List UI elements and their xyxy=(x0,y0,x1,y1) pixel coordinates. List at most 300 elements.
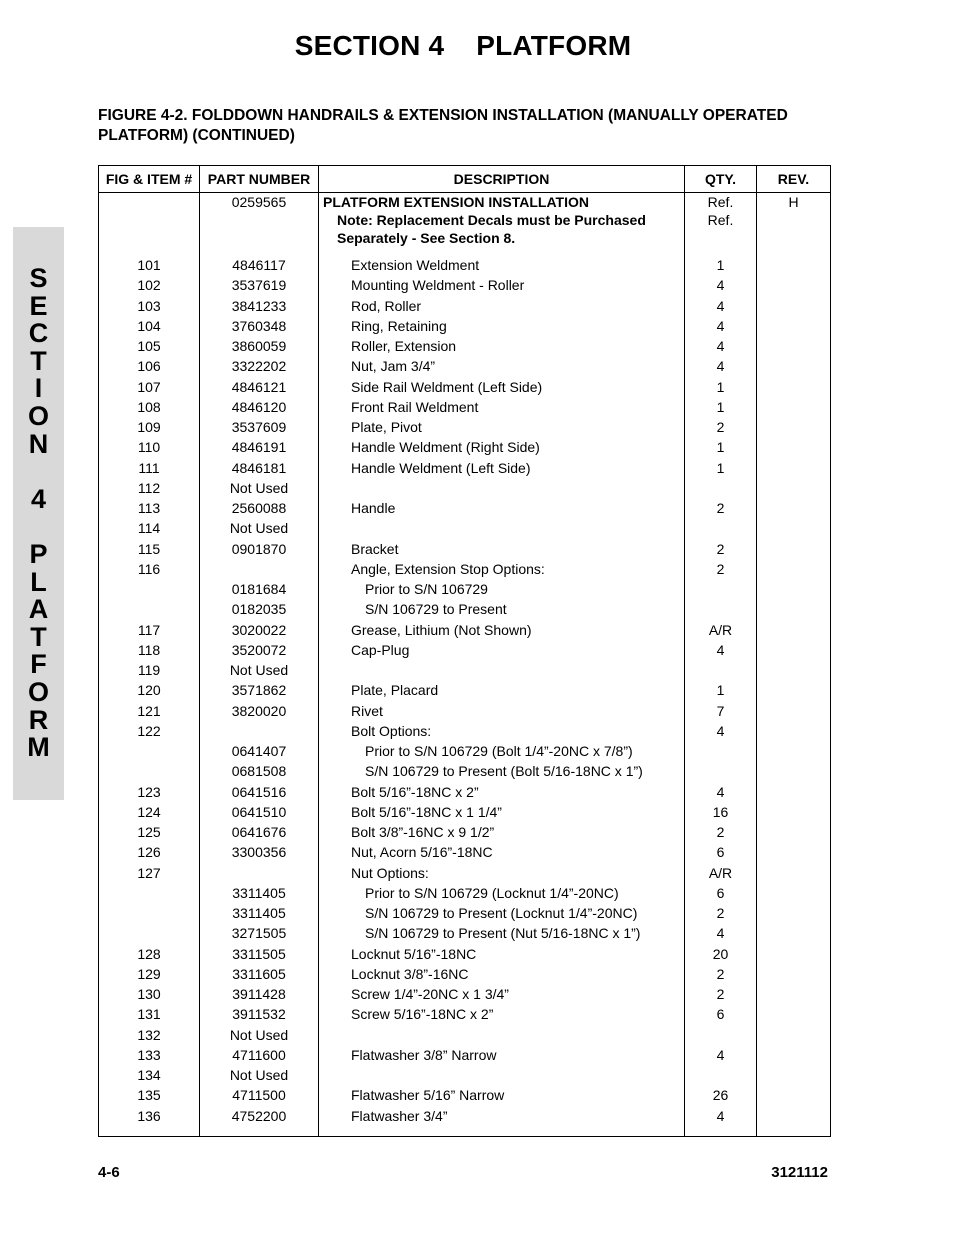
cell-fig: 127 xyxy=(99,863,200,883)
figure-title: FIGURE 4-2. FOLDDOWN HANDRAILS & EXTENSION INSTALLATION (MANUALLY OPERATED PLATFORM) (CONTINUED) xyxy=(98,107,788,144)
cell-qty: 1 xyxy=(685,377,757,397)
cell-rev xyxy=(757,539,831,559)
cell-description: Handle Weldment (Right Side) xyxy=(319,437,685,457)
cell-part-number: 3820020 xyxy=(200,701,319,721)
cell-description: S/N 106729 to Present xyxy=(319,599,685,619)
section-side-tab xyxy=(13,227,64,800)
side-tab-letter: T xyxy=(30,621,47,652)
cell-rev xyxy=(757,1085,831,1105)
side-tab-letter: N xyxy=(28,428,49,459)
cell-description: Nut, Acorn 5/16”-18NC xyxy=(319,842,685,862)
parts-table xyxy=(98,165,831,1137)
cell-description xyxy=(319,660,685,680)
cell-qty: 26 xyxy=(685,1085,757,1105)
cell-qty: A/R xyxy=(685,863,757,883)
cell-qty: 4 xyxy=(685,296,757,316)
cell-part-number: 3860059 xyxy=(200,336,319,356)
table-row xyxy=(99,964,831,984)
cell-description: Bracket xyxy=(319,539,685,559)
cell-qty xyxy=(685,1025,757,1045)
cell-fig: 109 xyxy=(99,417,200,437)
side-tab-letter: A xyxy=(28,594,49,625)
cell-fig: 116 xyxy=(99,559,200,579)
cell-qty: 20 xyxy=(685,944,757,964)
cell-qty xyxy=(685,660,757,680)
side-tab-letters xyxy=(13,265,64,762)
cell-description: Plate, Placard xyxy=(319,680,685,700)
cell-part-number xyxy=(200,721,319,741)
cell-description: Prior to S/N 106729 xyxy=(319,579,685,599)
cell-rev xyxy=(757,417,831,437)
cell-part-number: 4711600 xyxy=(200,1045,319,1065)
cell-fig: 103 xyxy=(99,296,200,316)
cell-qty: 7 xyxy=(685,701,757,721)
cell-part-number: 0641516 xyxy=(200,782,319,802)
cell-rev xyxy=(757,559,831,579)
cell-fig: 135 xyxy=(99,1085,200,1105)
cell-part-number: 3911532 xyxy=(200,1004,319,1024)
cell-qty: 4 xyxy=(685,640,757,660)
header-qty: QTY. xyxy=(685,166,757,193)
spacer-row xyxy=(99,247,831,255)
cell-fig xyxy=(99,903,200,923)
cell-description xyxy=(319,1065,685,1085)
cell-fig: 108 xyxy=(99,397,200,417)
cell-part-number: Not Used xyxy=(200,1065,319,1085)
cell-part-number: 0901870 xyxy=(200,539,319,559)
header-description: DESCRIPTION xyxy=(319,166,685,193)
cell-part-number: 4846117 xyxy=(200,255,319,275)
cell-part-number: 2560088 xyxy=(200,498,319,518)
cell-part-number: 0641407 xyxy=(200,741,319,761)
cell-description: S/N 106729 to Present (Locknut 1/4”-20NC) xyxy=(319,903,685,923)
side-tab-letter: R xyxy=(28,704,49,735)
cell-rev xyxy=(757,903,831,923)
cell-part-number: 3020022 xyxy=(200,620,319,640)
cell-qty: 2 xyxy=(685,822,757,842)
assembly-row xyxy=(99,193,831,212)
cell-qty: 4 xyxy=(685,1045,757,1065)
cell-description xyxy=(319,478,685,498)
side-tab-letter: T xyxy=(30,345,47,376)
cell-description: Grease, Lithium (Not Shown) xyxy=(319,620,685,640)
cell-fig: 134 xyxy=(99,1065,200,1085)
cell-part-number: 4752200 xyxy=(200,1106,319,1126)
cell-description: S/N 106729 to Present (Nut 5/16-18NC x 1”) xyxy=(319,923,685,943)
cell-part-number: 3520072 xyxy=(200,640,319,660)
table-row xyxy=(99,1085,831,1105)
cell-description: Roller, Extension xyxy=(319,336,685,356)
cell-part-number: Not Used xyxy=(200,660,319,680)
cell-qty: 2 xyxy=(685,539,757,559)
side-tab-letter: L xyxy=(30,566,47,597)
side-tab-letter: C xyxy=(28,318,49,349)
cell-rev xyxy=(757,599,831,619)
cell-fig: 119 xyxy=(99,660,200,680)
cell-description: Flatwasher 5/16” Narrow xyxy=(319,1085,685,1105)
cell-qty: 1 xyxy=(685,437,757,457)
cell-description: Locknut 3/8”-16NC xyxy=(319,964,685,984)
cell-qty: 4 xyxy=(685,1106,757,1126)
cell-description: Extension Weldment xyxy=(319,255,685,275)
cell-rev xyxy=(757,1025,831,1045)
cell-description: Mounting Weldment - Roller xyxy=(319,275,685,295)
cell-qty: 2 xyxy=(685,559,757,579)
cell-description: Front Rail Weldment xyxy=(319,397,685,417)
cell-rev xyxy=(757,336,831,356)
cell-rev xyxy=(757,964,831,984)
table-row xyxy=(99,660,831,680)
cell-fig: 114 xyxy=(99,518,200,538)
table-row xyxy=(99,721,831,741)
cell-description: Flatwasher 3/8” Narrow xyxy=(319,1045,685,1065)
table-row xyxy=(99,1025,831,1045)
cell-part-number: 4711500 xyxy=(200,1085,319,1105)
side-tab-letter: M xyxy=(27,732,50,763)
cell-part-number: 4846191 xyxy=(200,437,319,457)
cell-part-number: 3760348 xyxy=(200,316,319,336)
cell-part: 0259565 xyxy=(200,193,319,212)
cell-qty xyxy=(685,478,757,498)
cell-description: Bolt 5/16”-18NC x 2” xyxy=(319,782,685,802)
cell-qty: Ref. xyxy=(685,193,757,212)
cell-qty: 4 xyxy=(685,336,757,356)
cell-qty: 2 xyxy=(685,984,757,1004)
cell-description: Nut, Jam 3/4” xyxy=(319,356,685,376)
table-row xyxy=(99,377,831,397)
cell-description: Bolt 3/8”-16NC x 9 1/2” xyxy=(319,822,685,842)
cell-part-number: 3537619 xyxy=(200,275,319,295)
cell-rev xyxy=(757,620,831,640)
cell-description: Angle, Extension Stop Options: xyxy=(319,559,685,579)
table-row xyxy=(99,356,831,376)
table-row xyxy=(99,518,831,538)
cell-qty xyxy=(685,761,757,781)
cell-qty: 1 xyxy=(685,680,757,700)
cell-part-number xyxy=(200,559,319,579)
note-row-2 xyxy=(99,229,831,247)
section-title: SECTION 4 PLATFORM xyxy=(294,30,632,61)
cell-qty: 2 xyxy=(685,964,757,984)
cell-desc: PLATFORM EXTENSION INSTALLATION xyxy=(319,193,685,212)
table-row xyxy=(99,498,831,518)
table-row xyxy=(99,255,831,275)
cell-part-number: 3271505 xyxy=(200,923,319,943)
cell-part-number xyxy=(200,863,319,883)
side-tab-letter: I xyxy=(34,373,43,404)
cell-fig: 113 xyxy=(99,498,200,518)
cell-rev xyxy=(757,842,831,862)
cell-description: Cap-Plug xyxy=(319,640,685,660)
cell-rev xyxy=(757,701,831,721)
cell-fig: 123 xyxy=(99,782,200,802)
cell-part-number: 4846120 xyxy=(200,397,319,417)
cell-qty: 4 xyxy=(685,275,757,295)
cell-description: Handle xyxy=(319,498,685,518)
cell-qty: 16 xyxy=(685,802,757,822)
cell-fig: 131 xyxy=(99,1004,200,1024)
cell-fig: 101 xyxy=(99,255,200,275)
cell-rev xyxy=(757,275,831,295)
cell-qty: 6 xyxy=(685,1004,757,1024)
cell-fig: 126 xyxy=(99,842,200,862)
cell-rev: H xyxy=(757,193,831,212)
cell-fig: 115 xyxy=(99,539,200,559)
cell-fig: 136 xyxy=(99,1106,200,1126)
cell-rev xyxy=(757,518,831,538)
table-row xyxy=(99,984,831,1004)
table-row xyxy=(99,944,831,964)
cell-rev xyxy=(757,1065,831,1085)
table-row xyxy=(99,275,831,295)
table-row xyxy=(99,539,831,559)
cell-qty xyxy=(685,579,757,599)
cell-fig: 125 xyxy=(99,822,200,842)
cell-qty xyxy=(685,741,757,761)
cell-qty: 1 xyxy=(685,458,757,478)
cell-rev xyxy=(757,923,831,943)
cell-fig xyxy=(99,193,200,212)
cell-rev xyxy=(757,660,831,680)
cell-description: Locknut 5/16”-18NC xyxy=(319,944,685,964)
cell-rev xyxy=(757,863,831,883)
table-row xyxy=(99,741,831,761)
cell-fig: 102 xyxy=(99,275,200,295)
cell-part-number: 4846121 xyxy=(200,377,319,397)
side-tab-letter xyxy=(13,513,64,541)
cell-fig: 128 xyxy=(99,944,200,964)
cell-qty: 4 xyxy=(685,782,757,802)
table-row xyxy=(99,579,831,599)
cell-qty: 6 xyxy=(685,842,757,862)
table-row xyxy=(99,1106,831,1126)
side-tab-letter: P xyxy=(29,538,48,569)
cell-qty: 6 xyxy=(685,883,757,903)
side-tab-letter: S xyxy=(29,263,48,293)
cell-part-number: 3311605 xyxy=(200,964,319,984)
cell-qty: 4 xyxy=(685,923,757,943)
cell-rev xyxy=(757,478,831,498)
cell-qty: 4 xyxy=(685,721,757,741)
header-rev: REV. xyxy=(757,166,831,193)
cell-description: Side Rail Weldment (Left Side) xyxy=(319,377,685,397)
cell-description: Screw 5/16”-18NC x 2” xyxy=(319,1004,685,1024)
table-row xyxy=(99,701,831,721)
cell-rev xyxy=(757,397,831,417)
cell-rev xyxy=(757,255,831,275)
cell-qty xyxy=(685,518,757,538)
cell-fig: 132 xyxy=(99,1025,200,1045)
cell-description: Flatwasher 3/4” xyxy=(319,1106,685,1126)
cell-part-number: 3311405 xyxy=(200,903,319,923)
cell-fig: 130 xyxy=(99,984,200,1004)
side-tab-letter: F xyxy=(30,649,47,680)
cell-fig xyxy=(99,579,200,599)
cell-part-number: 3537609 xyxy=(200,417,319,437)
cell-fig xyxy=(99,599,200,619)
cell-qty: 1 xyxy=(685,397,757,417)
cell-fig: 104 xyxy=(99,316,200,336)
table-row xyxy=(99,336,831,356)
page-number: 4-6 xyxy=(98,1164,120,1181)
cell-qty xyxy=(685,599,757,619)
table-row xyxy=(99,1045,831,1065)
cell-fig: 133 xyxy=(99,1045,200,1065)
cell-description: Nut Options: xyxy=(319,863,685,883)
table-row xyxy=(99,680,831,700)
cell-fig: 117 xyxy=(99,620,200,640)
cell-description: Rod, Roller xyxy=(319,296,685,316)
side-tab-letter xyxy=(13,458,64,486)
table-row xyxy=(99,478,831,498)
side-tab-letter: O xyxy=(27,676,49,707)
cell-fig: 122 xyxy=(99,721,200,741)
table-row xyxy=(99,842,831,862)
cell-rev xyxy=(757,1106,831,1126)
note-line-2: Separately - See Section 8. xyxy=(319,229,685,247)
cell-rev xyxy=(757,822,831,842)
cell-fig: 129 xyxy=(99,964,200,984)
cell-description: Bolt Options: xyxy=(319,721,685,741)
table-row xyxy=(99,883,831,903)
cell-rev xyxy=(757,984,831,1004)
cell-description: S/N 106729 to Present (Bolt 5/16-18NC x 1”) xyxy=(319,761,685,781)
cell-rev xyxy=(757,883,831,903)
cell-part-number: 4846181 xyxy=(200,458,319,478)
cell-part-number: Not Used xyxy=(200,478,319,498)
table-row xyxy=(99,1065,831,1085)
cell-part-number: 3311405 xyxy=(200,883,319,903)
cell-description: Rivet xyxy=(319,701,685,721)
table-row xyxy=(99,761,831,781)
cell-rev xyxy=(757,296,831,316)
cell-part-number: 3322202 xyxy=(200,356,319,376)
header-part-number: PART NUMBER xyxy=(200,166,319,193)
header-fig-item: FIG & ITEM # xyxy=(99,166,200,193)
cell-rev xyxy=(757,458,831,478)
cell-fig: 118 xyxy=(99,640,200,660)
cell-description xyxy=(319,1025,685,1045)
note-qty: Ref. xyxy=(685,211,757,229)
cell-part-number: 3571862 xyxy=(200,680,319,700)
note-row xyxy=(99,211,831,229)
cell-fig: 107 xyxy=(99,377,200,397)
cell-fig: 111 xyxy=(99,458,200,478)
document-number: 3121112 xyxy=(771,1164,828,1181)
table-row xyxy=(99,316,831,336)
cell-rev xyxy=(757,316,831,336)
table-row xyxy=(99,822,831,842)
cell-fig xyxy=(99,761,200,781)
cell-fig xyxy=(99,741,200,761)
cell-description: Handle Weldment (Left Side) xyxy=(319,458,685,478)
cell-rev xyxy=(757,437,831,457)
cell-fig: 105 xyxy=(99,336,200,356)
cell-qty: 4 xyxy=(685,316,757,336)
side-tab-letter: 4 xyxy=(30,483,47,514)
cell-rev xyxy=(757,356,831,376)
table-end-row xyxy=(99,1126,831,1137)
table-row xyxy=(99,923,831,943)
cell-description xyxy=(319,518,685,538)
cell-qty: 2 xyxy=(685,498,757,518)
cell-rev xyxy=(757,579,831,599)
cell-fig: 120 xyxy=(99,680,200,700)
cell-description: Plate, Pivot xyxy=(319,417,685,437)
cell-part-number: 3911428 xyxy=(200,984,319,1004)
cell-qty: A/R xyxy=(685,620,757,640)
cell-rev xyxy=(757,377,831,397)
cell-rev xyxy=(757,498,831,518)
table-row xyxy=(99,903,831,923)
cell-description: Screw 1/4”-20NC x 1 3/4” xyxy=(319,984,685,1004)
cell-rev xyxy=(757,640,831,660)
side-tab-letter: O xyxy=(27,400,49,431)
cell-fig: 124 xyxy=(99,802,200,822)
cell-description: Prior to S/N 106729 (Locknut 1/4”-20NC) xyxy=(319,883,685,903)
cell-rev xyxy=(757,944,831,964)
cell-part-number: 3311505 xyxy=(200,944,319,964)
note-line-1: Note: Replacement Decals must be Purchased xyxy=(319,211,685,229)
cell-rev xyxy=(757,721,831,741)
cell-part-number: 0181684 xyxy=(200,579,319,599)
cell-part-number: 0681508 xyxy=(200,761,319,781)
cell-rev xyxy=(757,1045,831,1065)
table-row xyxy=(99,437,831,457)
cell-part-number: Not Used xyxy=(200,518,319,538)
table-row xyxy=(99,599,831,619)
cell-qty: 1 xyxy=(685,255,757,275)
table-row xyxy=(99,782,831,802)
cell-qty: 2 xyxy=(685,417,757,437)
cell-description: Prior to S/N 106729 (Bolt 1/4”-20NC x 7/8”) xyxy=(319,741,685,761)
table-row xyxy=(99,397,831,417)
cell-description: Ring, Retaining xyxy=(319,316,685,336)
table-row xyxy=(99,296,831,316)
cell-qty xyxy=(685,1065,757,1085)
cell-rev xyxy=(757,782,831,802)
cell-rev xyxy=(757,741,831,761)
cell-fig: 121 xyxy=(99,701,200,721)
cell-rev xyxy=(757,680,831,700)
cell-fig: 112 xyxy=(99,478,200,498)
table-row xyxy=(99,417,831,437)
cell-part-number: 3300356 xyxy=(200,842,319,862)
table-row xyxy=(99,1004,831,1024)
table-header-row xyxy=(99,166,831,193)
cell-rev xyxy=(757,1004,831,1024)
cell-part-number: 0182035 xyxy=(200,599,319,619)
cell-fig xyxy=(99,923,200,943)
table-row xyxy=(99,620,831,640)
table-row xyxy=(99,802,831,822)
table-row xyxy=(99,640,831,660)
cell-fig xyxy=(99,883,200,903)
cell-part-number: 3841233 xyxy=(200,296,319,316)
cell-rev xyxy=(757,761,831,781)
cell-fig: 106 xyxy=(99,356,200,376)
cell-part-number: Not Used xyxy=(200,1025,319,1045)
cell-part-number: 0641510 xyxy=(200,802,319,822)
cell-qty: 4 xyxy=(685,356,757,376)
cell-rev xyxy=(757,802,831,822)
side-tab-letter: E xyxy=(29,290,48,321)
cell-fig: 110 xyxy=(99,437,200,457)
cell-description: Bolt 5/16”-18NC x 1 1/4” xyxy=(319,802,685,822)
cell-qty: 2 xyxy=(685,903,757,923)
table-row xyxy=(99,559,831,579)
table-row xyxy=(99,863,831,883)
